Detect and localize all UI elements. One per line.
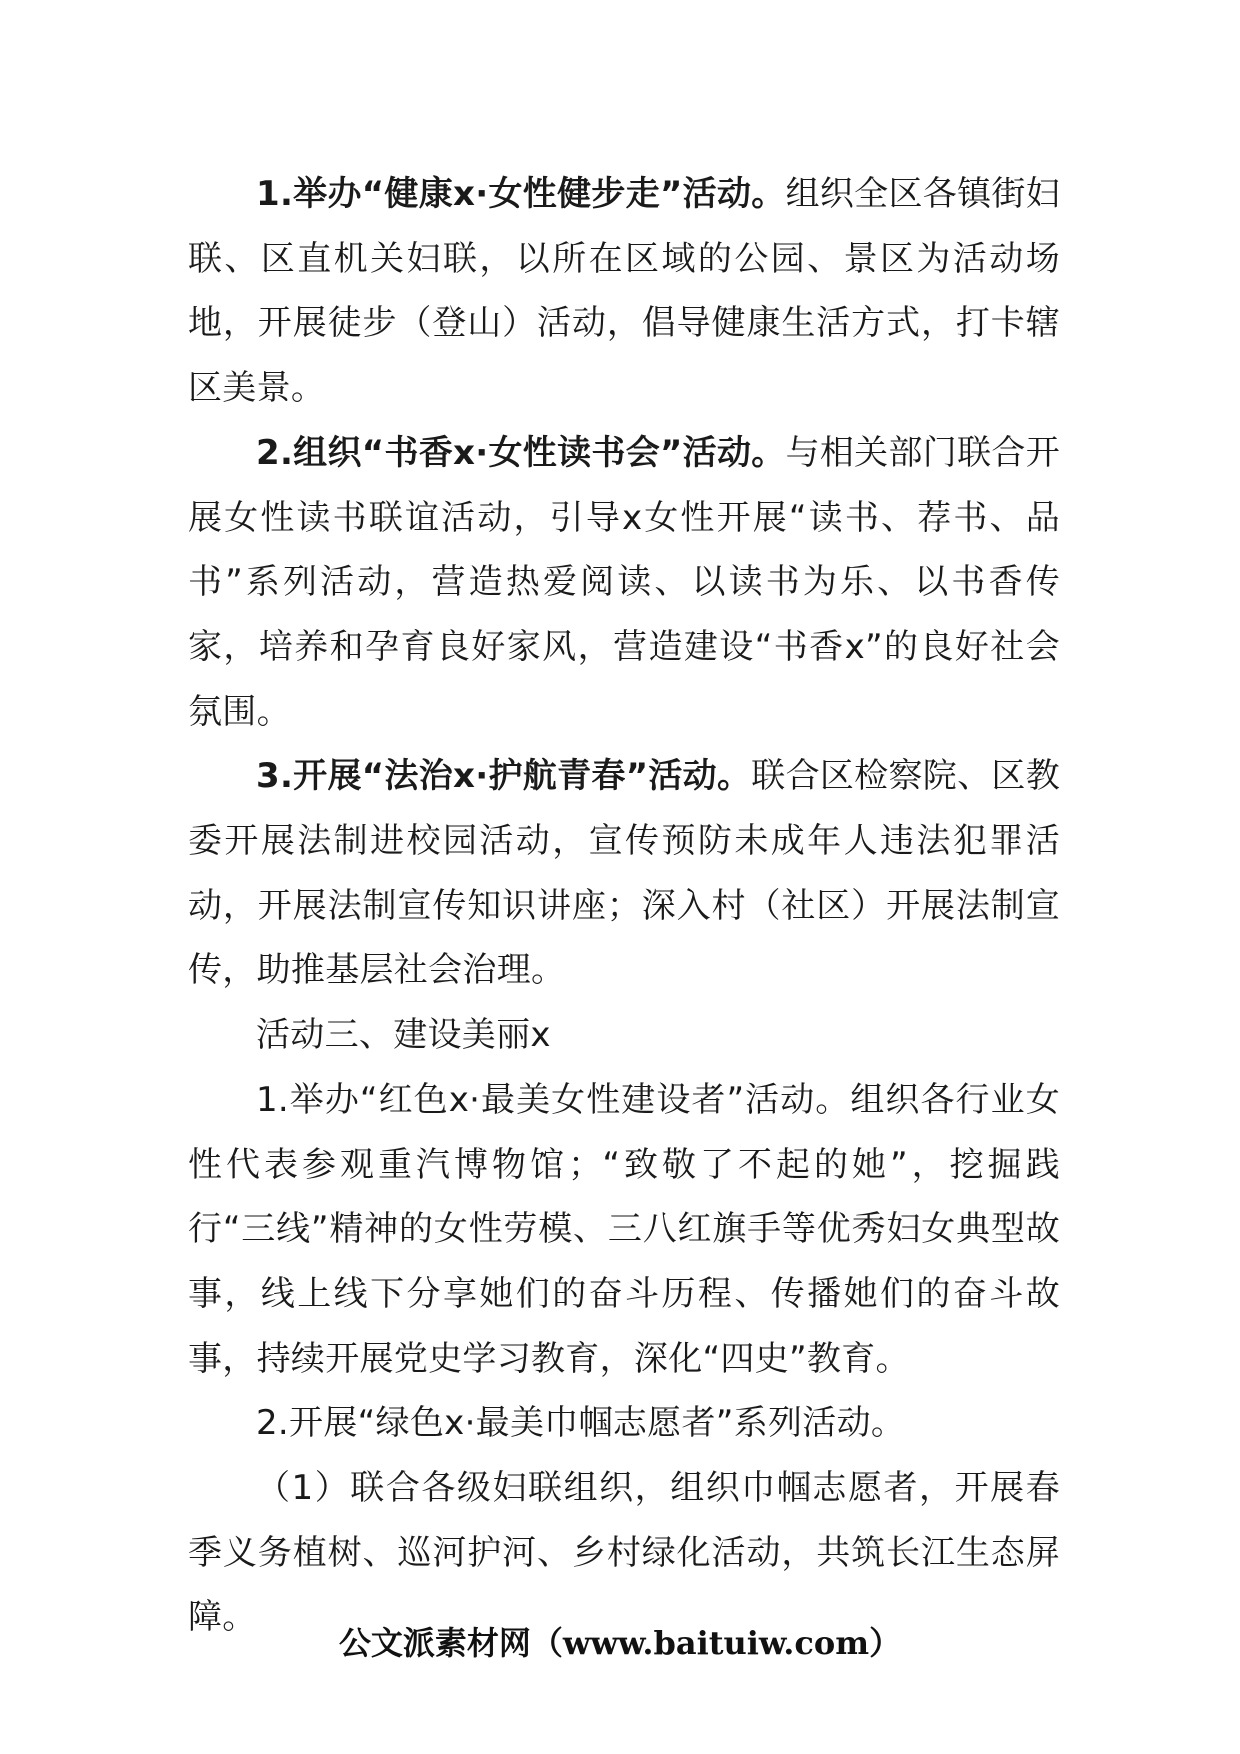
paragraph-lead: 3.开展“法治x·护航青春”活动。 bbox=[256, 756, 752, 797]
paragraph-text: 联合区检察院、区教委开展法制进校园活动，宣传预防未成年人违法犯罪活动，开展法制宣传知识讲座；深入村（社区）开展法制宣传，助推基层社会治理。 bbox=[188, 756, 1060, 991]
section-heading-activity-three bbox=[188, 1003, 1060, 1068]
paragraph-text: （1）联合各级妇联组织，组织巾帼志愿者，开展春季义务植树、巡河护河、乡村绿化活动，共筑长江生态屏障。 bbox=[188, 1468, 1060, 1638]
paragraph-text: 1.举办“红色x·最美女性建设者”活动。组织各行业女性代表参观重汽博物馆；“致敬了不起的她”，挖掘践行“三线”精神的女性劳模、三八红旗手等优秀妇女典型故事，线上线下分享她们的奋斗历程、传播她们的奋斗故事，持续开展党史学习教育，深化“四史”教育。 bbox=[188, 1079, 1060, 1379]
footer-watermark: 公文派素材网（www.baituiw.com） bbox=[338, 1624, 902, 1662]
paragraph-green-volunteers bbox=[188, 1391, 1060, 1456]
paragraph-text: 2.开展“绿色x·最美巾帼志愿者”系列活动。 bbox=[256, 1403, 906, 1444]
paragraph-red-builders bbox=[188, 1068, 1060, 1392]
paragraph-text: 与相关部门联合开展女性读书联谊活动，引导x女性开展“读书、荐书、品书”系列活动，营造热爱阅读、以读书为乐、以书香传家，培养和孕育良好家风，营造建设“书香x”的良好社会氛围。 bbox=[188, 432, 1061, 732]
paragraph-reading-club bbox=[188, 421, 1060, 745]
paragraph-health-walk bbox=[188, 162, 1060, 421]
document-body bbox=[188, 162, 1060, 1650]
paragraph-lead: 1.举办“健康x·女性健步走”活动。 bbox=[256, 174, 786, 214]
paragraph-lead: 2.组织“书香x·女性读书会”活动。 bbox=[256, 432, 786, 473]
paragraph-text: 活动三、建设美丽x bbox=[256, 1015, 551, 1056]
paragraph-text: 组织全区各镇街妇联、区直机关妇联，以所在区域的公园、景区为活动场地，开展徒步（登山）活动，倡导健康生活方式，打卡辖区美景。 bbox=[188, 174, 1061, 409]
paragraph-rule-of-law bbox=[188, 744, 1060, 1003]
